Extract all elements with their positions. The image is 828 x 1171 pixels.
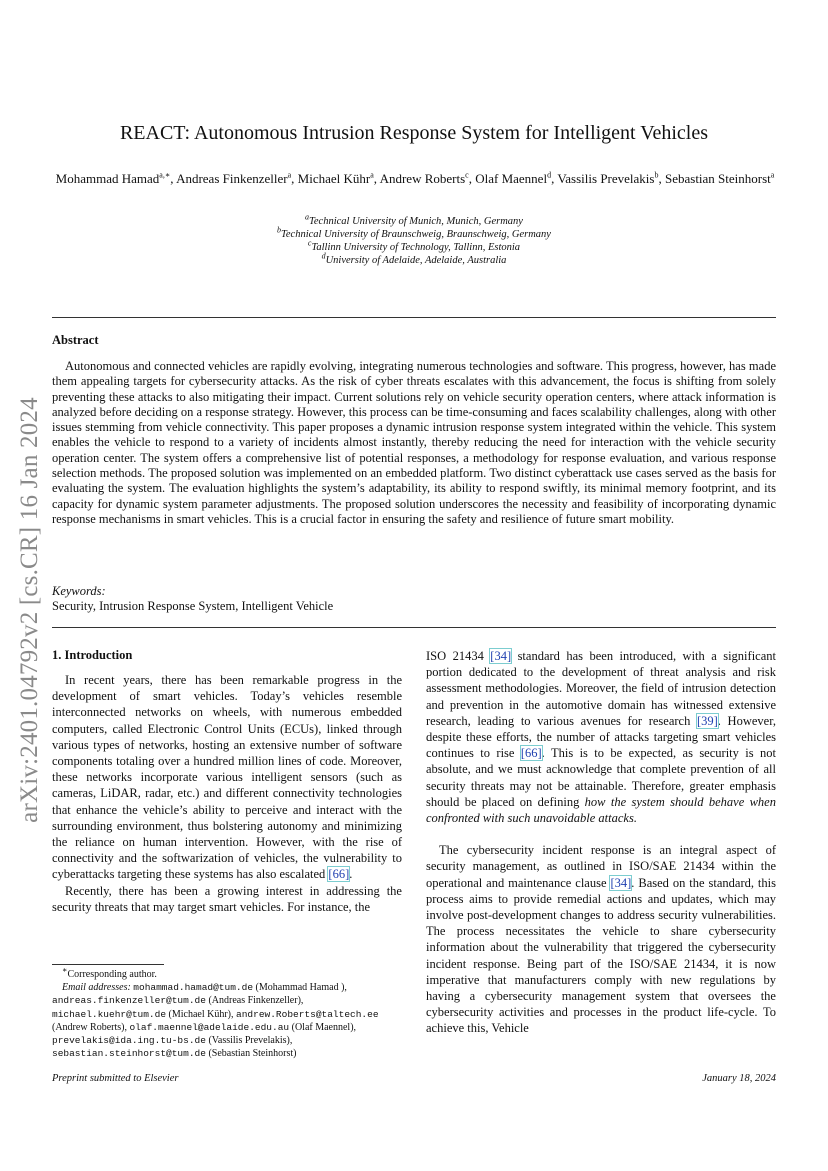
author: Vassilis Prevelakis$^b$ xyxy=(557,170,659,186)
affiliation: $^d$University of Adelaide, Adelaide, Australia xyxy=(321,251,507,266)
abstract-text: Autonomous and connected vehicles are rapidly evolving, integrating numerous technologies and software. This progress, however, has made them appealing targets for cybersecurity attacks. As the risk of cyber threats escalates with this advancement, the focus is shifting from solely preventing these attacks to also mitigating their impact. Current solutions rely on vehicle security operation centers, where attack information is analyzed before deciding on a response strategy. However, this process can be time-consuming and faces scalability challenges, along with other issues stemming from vehicle connectivity. This paper proposes a dynamic intrusion response system integrated within the vehicle. This system enables the vehicle to respond to a variety of incidents almost instantly, thereby reducing the need for interaction with the vehicle security operation center. The system offers a comprehensive list of potential responses, a methodology for response evaluation, and various response selection methods. The proposed solution was implemented on an embedded platform. Two distinct cyberattack use cases served as the basis for evaluating the system. The evaluation highlights the system’s adaptability, its ability to respond swiftly, its minimal memory footprint, and its capacity for dynamic system parameter adjustments. The proposed solution underscores the necessity and feasibility of incorporating dynamic response mechanisms in smart vehicles. This is a crucial factor in ensuring the safety and resilience of future smart mobility. xyxy=(52,359,776,526)
intro-paragraph-3: ISO 21434 [34] standard has been introduced, with a significant portion dedicated to the development of threat analysis and risk assessment methodologies. Moreover, the field of intrusion detection and prevention in the automotive domain has witnessed extensive research, leading to various avenues for research [39]. However, despite these efforts, the number of attacks targeting smart vehicles continues to rise [66]. This is to be expected, as security is not absolute, and we must acknowledge that complete prevention of all security threats may not be attainable. Therefore, greater emphasis should be placed on defining how the system should behave when confronted with such unavoidable attacks. xyxy=(426,649,776,826)
intro-paragraph-4: The cybersecurity incident response is an integral aspect of security management, as outlined in ISO/SAE 21434 within the operational and maintenance clause [34]. Based on the standard, this process aims to provide remedial actions and updates, which may involve post-development changes to address security vulnerabilities. The process necessitates the vehicle to share cybersecurity information about the vulnerability that triggered the cybersecurity incident response. Being part of the ISO/SAE 21434, it is now imperative that manufacturers comply with new regulations by having a cybersecurity management system that oversees the cybersecurity activities and processes in the product life-cycle. To achieve this, Vehicle xyxy=(426,843,776,1036)
citation-link[interactable]: [34] xyxy=(610,875,632,890)
email-addresses: Email addresses: mohammad.hamad@tum.de (Mohammad Hamad ), andreas.finkenzeller@tum.de (Andreas Finkenzeller), michael.kuehr@tum.de (Michael Kühr), andrew.Roberts@taltech.ee (Andrew Roberts), olaf.maennel@adelaide.edu.au (Olaf Maennel), prevelakis@ida.ing.tu-bs.de (Vassilis Prevelakis), sebastian.steinhorst@tum.de (Sebastian Steinhorst) xyxy=(52,982,379,1060)
section-heading-introduction: 1. Introduction xyxy=(52,648,133,662)
intro-paragraph-1: In recent years, there has been remarkable progress in the development of smart vehicles. Today’s vehicles resemble interconnected networks on wheels, with numerous embedded computers, called Electronic Control Units (ECUs), linked through various types of networks, hosting an extensive number of software components totaling over a hundred million lines of code. Moreover, these networks incorporate various intelligent sensors (such as cameras, LiDAR, radar, etc.) and different connectivity technologies that enhance the vehicle’s ability to perceive and interact with the surrounding environment, thus bolstering autonomy and minimizing the reliance on human intervention. However, with the rise of connectivity and the softwarization of vehicles, the vulnerability to cyberattacks targeting these systems has also escalated [66]. xyxy=(52,673,402,882)
author: Andreas Finkenzeller$^a$ xyxy=(176,170,292,186)
citation-link[interactable]: [66] xyxy=(520,746,542,761)
citation-link[interactable]: [34] xyxy=(490,649,512,663)
email-link[interactable]: mohammad.hamad@tum.de xyxy=(133,982,254,994)
author-affiliation-marker: a xyxy=(370,170,374,180)
affiliation: $^b$Technical University of Braunschweig, Braunschweig, Germany xyxy=(277,225,551,240)
author-list: Mohammad Hamad$^{a,∗}$, Andreas Finkenzeller$^a$, Michael Kühr$^a$, Andrew Roberts$^c$, Olaf Maennel$^d$, Vassilis Prevelakis$^b$, Sebastian Steinhorst$^a$ xyxy=(55,170,775,186)
intro-paragraph-2: Recently, there has been a growing interest in addressing the security threats that may target smart vehicles. For instance, the xyxy=(52,883,402,914)
email-link[interactable]: sebastian.steinhorst@tum.de xyxy=(52,1048,206,1060)
citation-link[interactable]: [39] xyxy=(696,713,718,728)
author: Andrew Roberts$^c$ xyxy=(379,170,469,186)
author-affiliation-marker: c xyxy=(465,170,469,180)
footnote-marker: ∗ xyxy=(62,965,68,975)
affiliation: $^a$Technical University of Munich, Munich, Germany xyxy=(305,212,523,227)
citation-link[interactable]: [66] xyxy=(328,867,350,882)
email-link[interactable]: prevelakis@ida.ing.tu-bs.de xyxy=(52,1035,206,1047)
author: Michael Kühr$^a$ xyxy=(297,170,374,186)
top-rule xyxy=(52,317,776,318)
affiliation: $^c$Tallinn University of Technology, Tallinn, Estonia xyxy=(307,238,521,253)
author-affiliation-marker: a xyxy=(770,170,775,180)
footnote xyxy=(52,965,412,1060)
email-label: Email addresses: xyxy=(62,982,134,994)
author: Olaf Maennel$^d$ xyxy=(475,170,552,186)
author-affiliation-marker: d xyxy=(547,170,552,180)
author-affiliation-marker: b xyxy=(654,170,659,180)
corresponding-author-note: Corresponding author. xyxy=(67,969,157,980)
email-link[interactable]: andreas.finkenzeller@tum.de xyxy=(52,995,206,1007)
footer-left: Preprint submitted to Elsevier xyxy=(52,1073,179,1084)
keywords-text: Security, Intrusion Response System, Intelligent Vehicle xyxy=(52,599,334,613)
affiliation-list xyxy=(0,212,828,267)
keywords-label: Keywords: xyxy=(52,584,106,598)
email-link[interactable]: olaf.maennel@adelaide.edu.au xyxy=(129,1021,290,1033)
author: Mohammad Hamad$^{a,∗}$ xyxy=(55,170,171,186)
left-column xyxy=(52,672,402,915)
footnote-rule xyxy=(52,964,164,965)
abstract-heading: Abstract xyxy=(52,333,99,347)
author: Sebastian Steinhorst$^a$ xyxy=(664,170,775,186)
author-affiliation-marker: a xyxy=(287,170,292,180)
right-column xyxy=(426,648,776,1037)
arxiv-identifier: arXiv:2401.04792v2 [cs.CR] 16 Jan 2024 xyxy=(16,397,43,823)
mid-rule xyxy=(52,627,776,628)
emphasis-text: how the system should behave when confronted with such unavoidable attacks. xyxy=(426,794,776,826)
email-link[interactable]: michael.kuehr@tum.de xyxy=(52,1008,167,1020)
author-affiliation-marker: a,∗ xyxy=(159,170,171,180)
arxiv-sidebar xyxy=(10,370,50,850)
email-link[interactable]: andrew.Roberts@taltech.ee xyxy=(236,1008,379,1020)
paper-title: REACT: Autonomous Intrusion Response System for Intelligent Vehicles xyxy=(119,122,709,144)
footer-date: January 18, 2024 xyxy=(702,1073,776,1084)
